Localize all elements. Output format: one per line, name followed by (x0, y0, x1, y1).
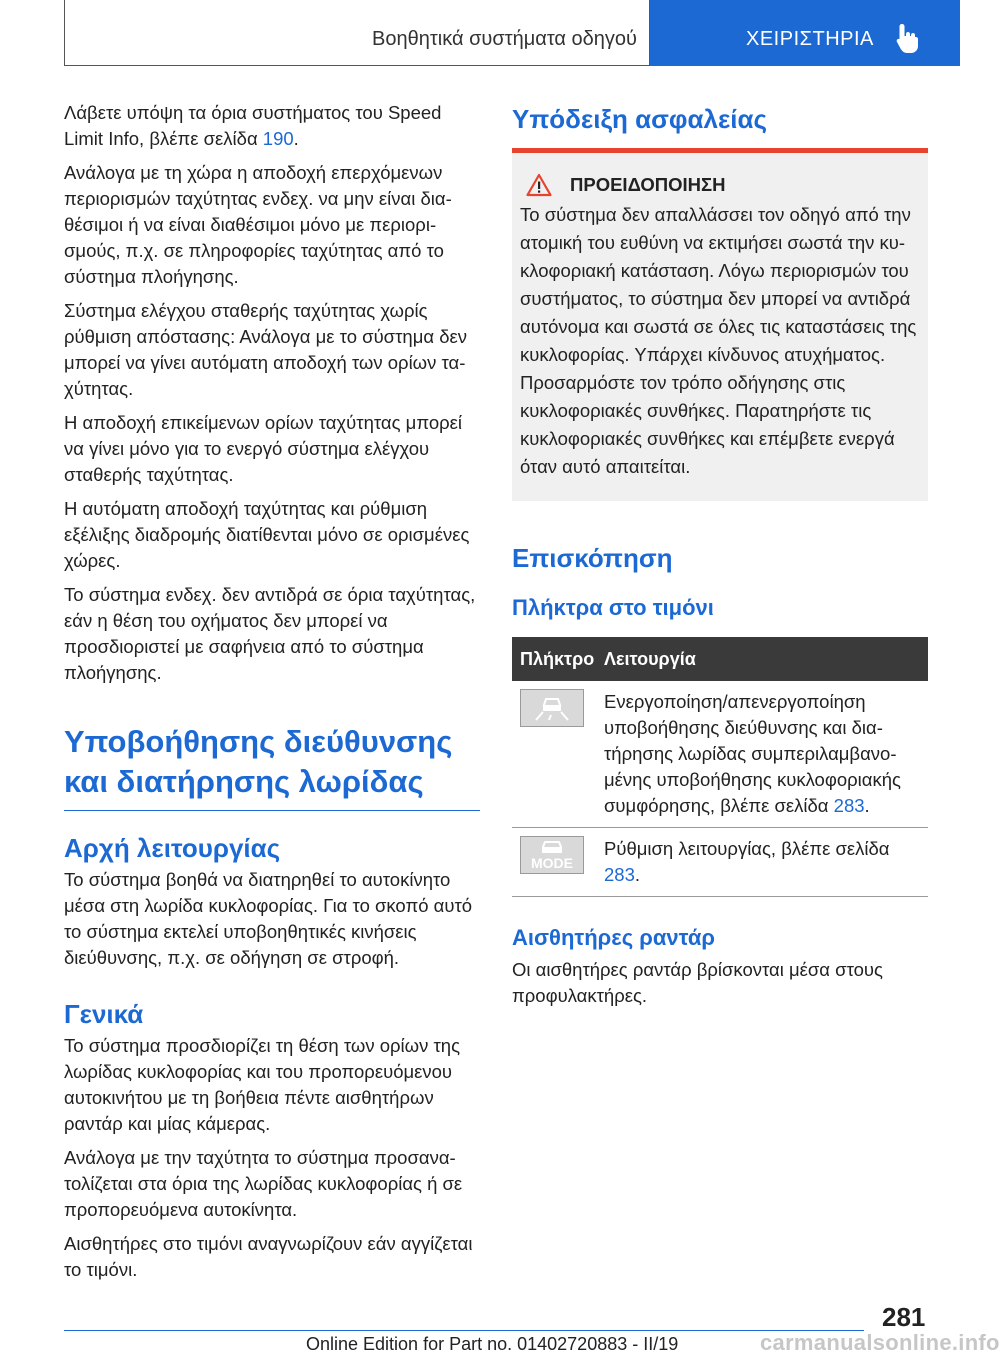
page-number: 281 (882, 1302, 926, 1332)
table-header-function: Λειτουργία (604, 637, 928, 681)
radar-paragraph: Οι αισθητήρες ραντάρ βρίσκονται μέσα στους προφυλακτήρες. (512, 959, 883, 1006)
page-ref-link[interactable]: 283 (833, 795, 865, 816)
page-ref-link[interactable]: 190 (262, 128, 294, 149)
heading-steering-buttons: Πλήκτρα στο τιμόνι (512, 595, 714, 620)
row-1-text: Ενεργοποίηση/απενεργοποίηση υποβοήθησης διεύθυνσης και διατήρησης λωρίδας συμπεριλαμβανομένης υποβοήθησης κυκλοφοριακής συμφόρησης, βλέπε σελίδα (604, 691, 901, 816)
paragraph-country-availability: Ανάλογα με τη χώρα η αποδοχή επερχόμενων περιορισμών ταχύτητας ενδεχ. να μην είναι διαθέσιμοι ή να είναι διαθέσιμοι μόνο με περιορισμούς, π.χ. σε πληροφορίες ταχύτητας από το σύστημα πλοήγησης. (64, 162, 452, 287)
paragraph-active-system: Η αποδοχή επικείμενων ορίων ταχύτητας μπορεί να γίνει μόνο για το ενεργό σύστημα ελέγχου σταθερής ταχύτητας. (64, 412, 462, 485)
section-title: Βοηθητικά συστήματα οδηγού (372, 28, 637, 50)
footer-edition: Online Edition for Part no. 01402720883 - II/19 (306, 1334, 679, 1354)
chapter-tab[interactable] (650, 0, 960, 66)
table-row: MODE Ρύθμιση λειτουργίας, βλέπε σελίδα 283. (512, 828, 928, 897)
heading-general: Γενικά (64, 999, 144, 1029)
warning-title-row (520, 173, 922, 197)
heading-radar-sensors: Αισθητήρες ραντάρ (512, 925, 715, 950)
table-header-button: Πλήκτρο (512, 637, 604, 681)
page-ref-link[interactable]: 283 (604, 864, 635, 885)
paragraph-navigation-position: Το σύστημα ενδεχ. δεν αντιδρά σε όρια ταχύτητας, εάν η θέση του οχήματος δεν μπορεί να προσδιοριστεί με σαφήνεια από το σύστημα πλοήγησης. (64, 584, 476, 683)
heading-lane-assist: Υποβοήθησης διεύθυνσης και διατήρησης λωρίδας (64, 724, 453, 799)
paragraph-cruise-control: Σύστημα ελέγχου σταθερής ταχύτητας χωρίς ρύθμιση απόστασης: Ανάλογα με το σύστημα δεν μπορεί να γίνει αυτόματη αποδοχή των ορίων ταχύτητας. (64, 300, 467, 399)
row-2-text: Ρύθμιση λειτουργίας, βλέπε σελίδα (604, 838, 890, 859)
warning-title: ΠΡΟΕΙΔΟΠΟΙΗΣΗ (570, 174, 726, 195)
mode-button-icon[interactable] (520, 836, 584, 874)
general-paragraph-3: Αισθητήρες στο τιμόνι αναγνωρίζουν εάν αγγίζεται το τιμόνι. (64, 1233, 473, 1280)
heading-overview: Επισκόπηση (512, 543, 673, 573)
footer-watermark: carmanualsonline.info (760, 1330, 1000, 1355)
warning-triangle-icon (526, 173, 552, 197)
chapter-label: ΧΕΙΡΙΣΤΗΡΙΑ (746, 28, 874, 50)
left-column (64, 100, 480, 1291)
table-row: Ενεργοποίηση/απενεργοποίηση υποβοήθησης διεύθυνσης και διατήρησης λωρίδας συμπεριλαμβανομένης υποβοήθησης κυκλοφοριακής συμφόρησης, βλέπε σελίδα 283. (512, 681, 928, 828)
header-section-box (64, 0, 650, 66)
speed-limit-info-paragraph: Λάβετε υπόψη τα όρια συστήματος του Speed Limit Info, βλέπε σελίδα 190. (64, 102, 442, 149)
general-paragraph-1: Το σύστημα προσδιορίζει τη θέση των ορίων της λωρίδας κυκλοφορίας και του προπορευόμενου αυτοκινήτου με τη βοήθεια πέντε αισθητήρων ραντάρ και μίας κάμερας. (64, 1035, 460, 1134)
right-column (512, 100, 928, 1017)
footer-rule (64, 1330, 864, 1331)
heading-principle: Αρχή λειτουργίας (64, 833, 281, 863)
heading-rule (64, 810, 480, 811)
buttons-table (512, 637, 928, 897)
lane-assist-button-icon[interactable] (520, 689, 584, 727)
warning-box (512, 148, 928, 501)
heading-safety: Υπόδειξη ασφαλείας (512, 104, 768, 134)
general-paragraph-2: Ανάλογα με την ταχύτητα το σύστημα προσανατολίζεται στα όρια της λωρίδας κυκλοφορίας ή σε προπορευόμενα αυτοκίνητα. (64, 1147, 463, 1220)
principle-paragraph: Το σύστημα βοηθά να διατηρηθεί το αυτοκίνητο μέσα στη λωρίδα κυκλοφορίας. Για το σκοπό αυτό το σύστημα εκτελεί υποβοηθητικές κινήσεις διεύθυνσης, π.χ. σε οδήγηση σε στροφή. (64, 869, 473, 968)
paragraph-automatic-adoption: Η αυτόματη αποδοχή ταχύτητας και ρύθμιση εξέλιξης διαδρομής διατίθενται μόνο σε ορισμένες χώρες. (64, 498, 470, 571)
warning-text: Το σύστημα δεν απαλλάσσει τον οδηγό από την ατομική του ευθύνη να εκτιμήσει σωστά την κυκλοφοριακή κατάσταση. Λόγω περιορισμών του συστήματος, το σύστημα δεν μπορεί να αντιδρά αυτόνομα και σωστά σε όλες τις καταστάσεις της κυκλοφορίας. Υπάρχει κίνδυνος ατυχήματος. Προσαρμόστε τον τρόπο οδήγησης στις κυκλοφοριακές συνθήκες. Παρατηρήστε τις κυκλοφοριακές συνθήκες και επέμβετε ενεργά όταν αυτό απαιτείται. (520, 204, 917, 477)
hand-pointer-icon (894, 22, 922, 54)
mode-button-label: MODE (531, 855, 573, 871)
